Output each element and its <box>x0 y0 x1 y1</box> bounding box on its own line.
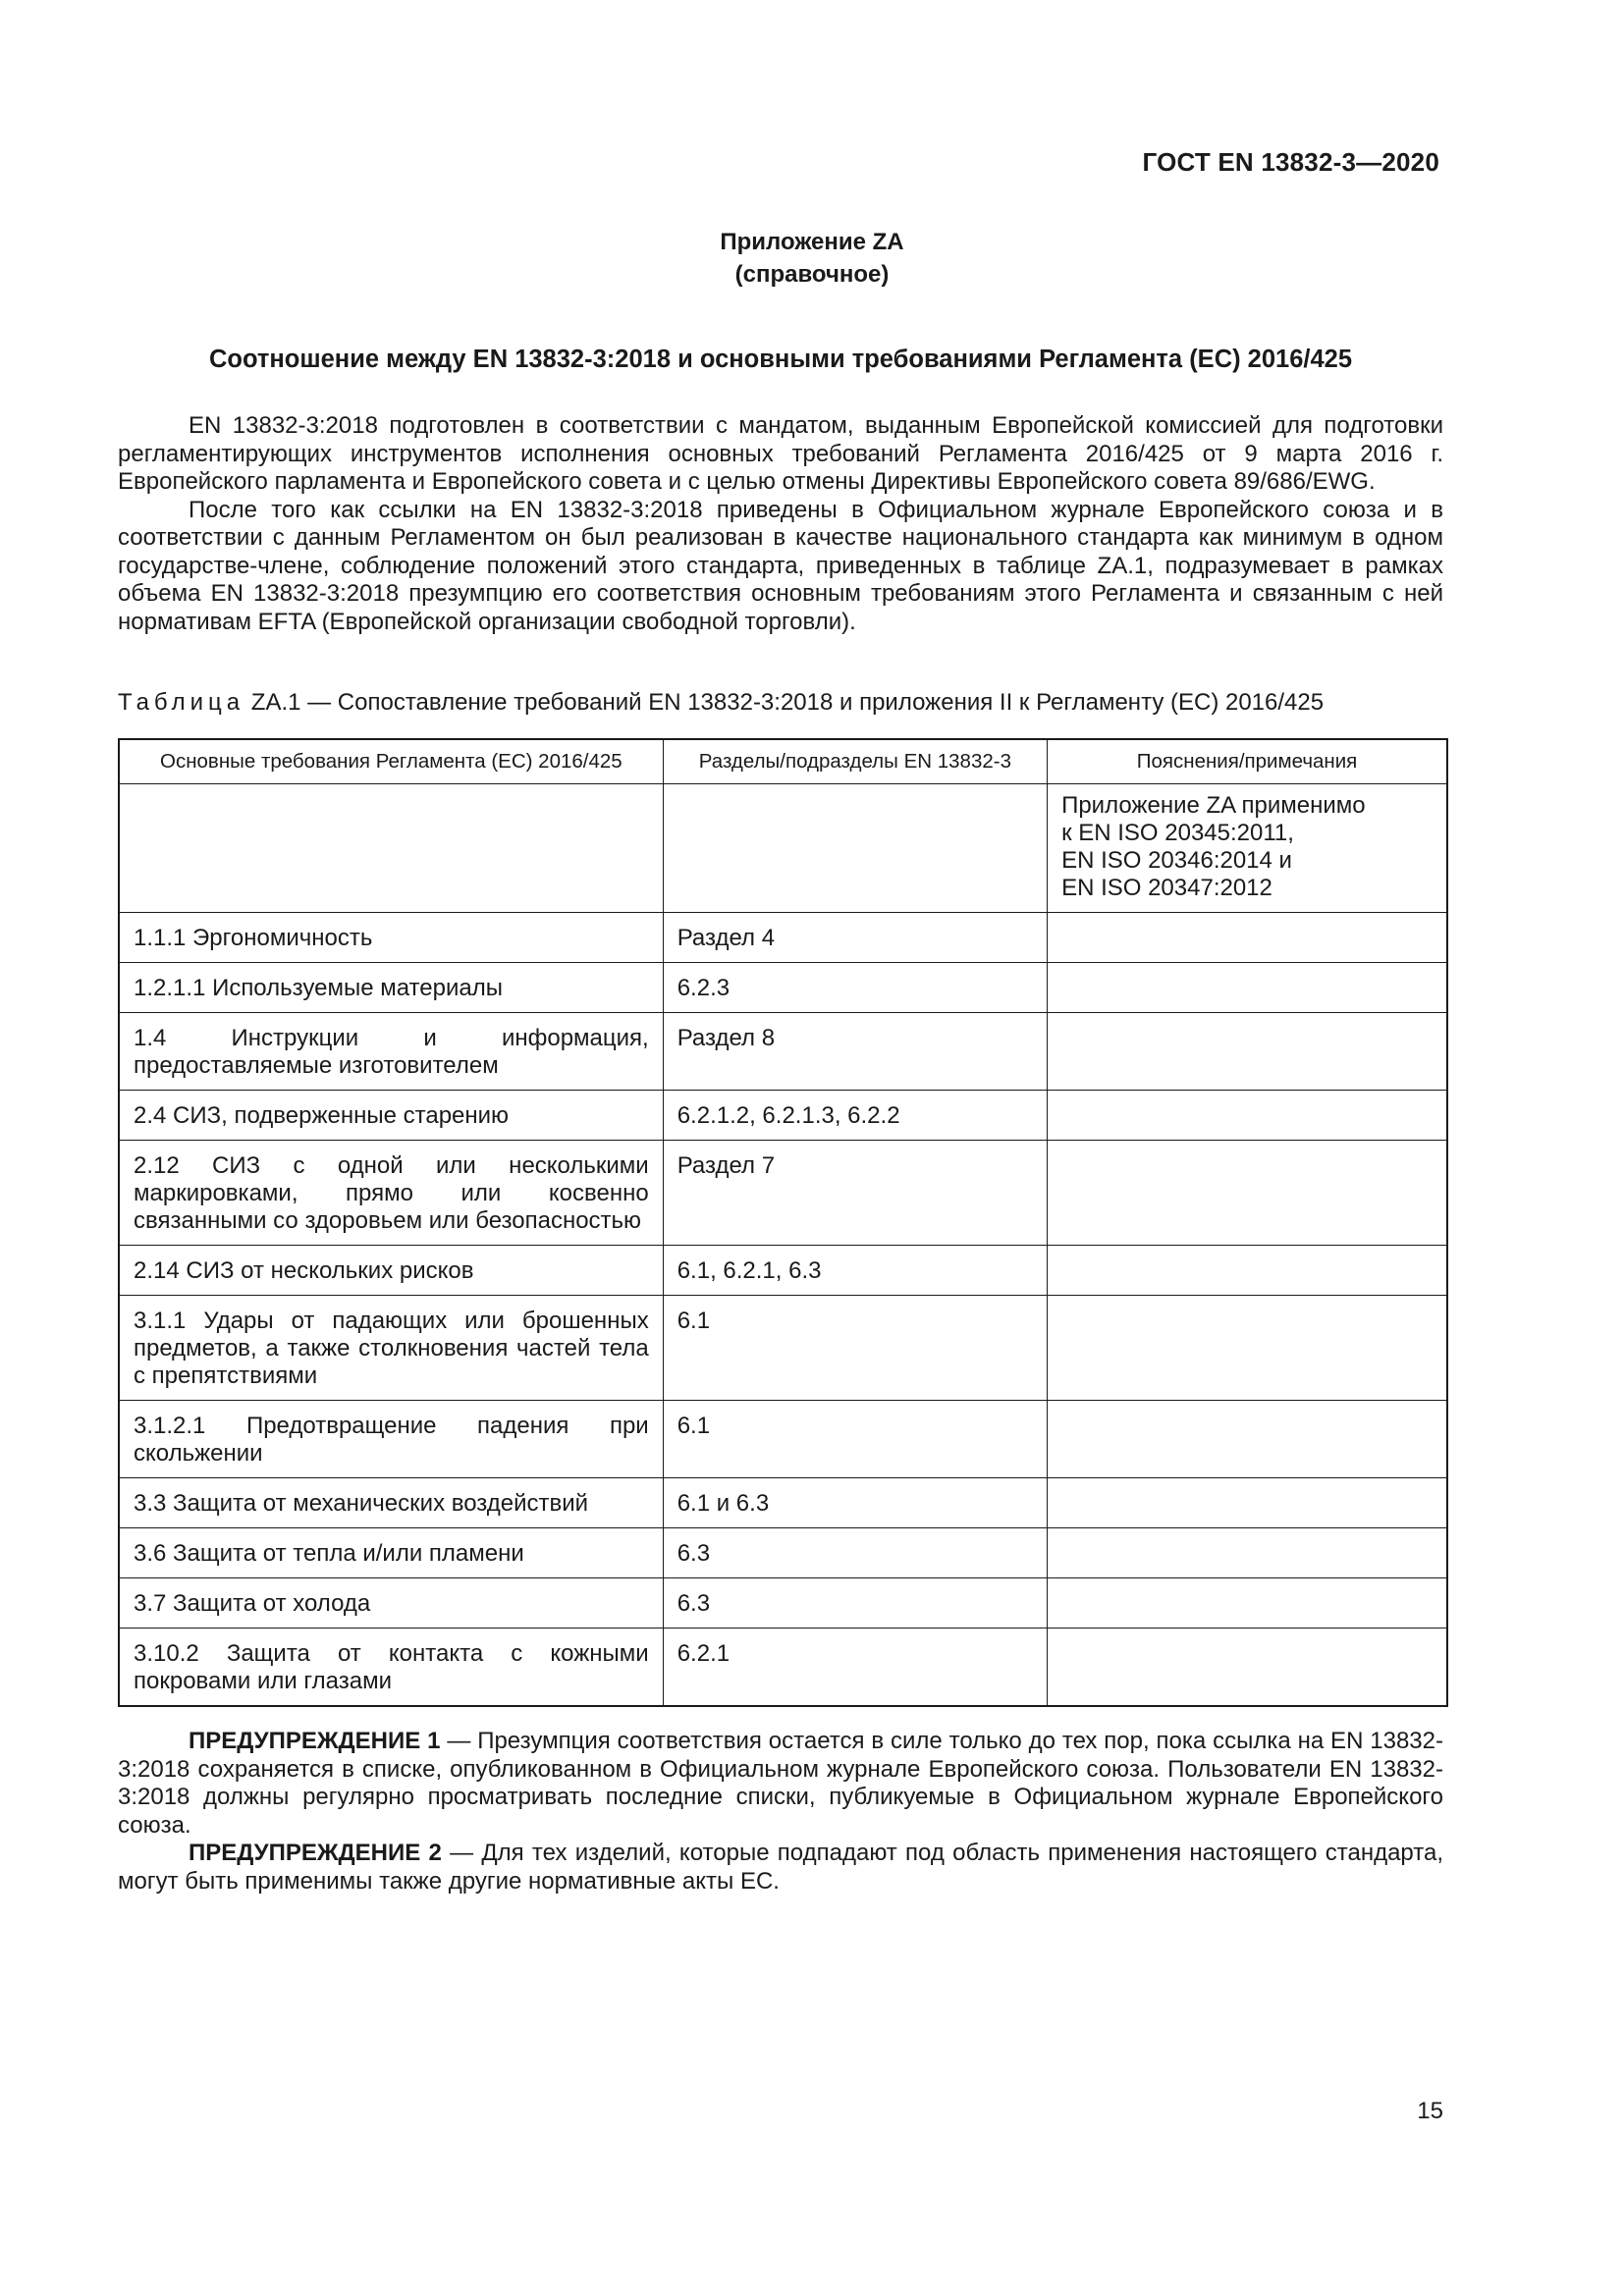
sections-cell: Раздел 4 <box>663 913 1047 963</box>
annex-title: Приложение ZA <box>720 229 904 255</box>
warning-paragraph <box>118 1728 1443 1840</box>
table-row <box>119 913 1447 963</box>
notes-cell <box>1048 1246 1447 1296</box>
annex-heading <box>0 226 1624 291</box>
warning-label: ПРЕДУПРЕЖДЕНИЕ 1 <box>189 1728 441 1754</box>
table-row <box>119 963 1447 1013</box>
table-row <box>119 1629 1447 1707</box>
table-row <box>119 1246 1447 1296</box>
requirement-cell: 3.1.2.1 Предотвращение падения при скольжении <box>119 1401 663 1478</box>
requirement-cell: 3.7 Защита от холода <box>119 1578 663 1629</box>
requirement-cell: 1.1.1 Эргономичность <box>119 913 663 963</box>
intro-paragraph: EN 13832-3:2018 подготовлен в соответствии с мандатом, выданным Европейской комиссией для подготовки регламентирующих инструментов исполнения основных требований Регламента 2016/425 от 9 марта 2016 г. Европейского парламента и Европейского совета и с целью отмены Директивы Европейского совета 89/686/EWG. <box>118 412 1443 495</box>
header-notes: Пояснения/примечания <box>1048 739 1447 784</box>
table-row <box>119 1478 1447 1528</box>
requirement-cell: 1.4 Инструкции и информация, предоставляемые изготовителем <box>119 1013 663 1091</box>
notes-cell <box>1048 963 1447 1013</box>
sections-cell: 6.2.1 <box>663 1629 1047 1707</box>
warning-text: — Презумпция соответствия остается в силе только до тех пор, пока ссылка на EN 13832-3:2018 сохраняется в списке, опубликованном в Официальном журнале Европейского союза. Пользователи EN 13832-3:2018 должны регулярно просматривать последние списки, публикуемые в Официальном журнале Европейского союза. <box>118 1728 1443 1839</box>
notes-cell <box>1048 1091 1447 1141</box>
table-row <box>119 784 1447 913</box>
notes-cell <box>1048 913 1447 963</box>
header-sections: Разделы/подразделы EN 13832-3 <box>663 739 1047 784</box>
notes-cell <box>1048 1401 1447 1478</box>
sections-cell: 6.1 и 6.3 <box>663 1478 1047 1528</box>
table-caption-label: Таблица <box>118 689 245 716</box>
note-line: EN ISO 20346:2014 и <box>1061 847 1292 874</box>
sections-cell: 6.2.3 <box>663 963 1047 1013</box>
warning-text: — Для тех изделий, которые подпадают под область применения настоящего стандарта, могут быть применимы также другие нормативные акты ЕС. <box>118 1840 1443 1895</box>
warnings-block <box>118 1728 1443 1896</box>
warning-paragraph <box>118 1840 1443 1896</box>
intro-text <box>118 412 1443 636</box>
notes-cell <box>1048 1013 1447 1091</box>
requirements-table <box>118 738 1448 1707</box>
header-requirements: Основные требования Регламента (ЕС) 2016/425 <box>119 739 663 784</box>
section-title: Соотношение между EN 13832-3:2018 и основными требованиями Регламента (ЕС) 2016/425 <box>208 346 1353 373</box>
sections-cell <box>663 784 1047 913</box>
standard-code-header: ГОСТ EN 13832-3—2020 <box>1142 147 1439 177</box>
notes-cell <box>1048 1478 1447 1528</box>
requirement-cell: 2.4 СИЗ, подверженные старению <box>119 1091 663 1141</box>
table-row <box>119 1401 1447 1478</box>
requirement-cell: 2.14 СИЗ от нескольких рисков <box>119 1246 663 1296</box>
table-row <box>119 1578 1447 1629</box>
requirement-cell <box>119 784 663 913</box>
requirement-cell: 3.6 Защита от тепла и/или пламени <box>119 1528 663 1578</box>
table-row <box>119 1091 1447 1141</box>
notes-cell <box>1048 1629 1447 1707</box>
sections-cell: 6.1 <box>663 1401 1047 1478</box>
sections-cell: Раздел 8 <box>663 1013 1047 1091</box>
requirement-cell: 2.12 СИЗ с одной или несколькими маркировками, прямо или косвенно связанными со здоровьем или безопасностью <box>119 1141 663 1246</box>
notes-cell <box>1048 1141 1447 1246</box>
table-caption-text: ZA.1 — Сопоставление требований EN 13832-3:2018 и приложения II к Регламенту (ЕС) 2016/425 <box>250 689 1325 716</box>
requirement-cell: 1.2.1.1 Используемые материалы <box>119 963 663 1013</box>
sections-cell: 6.1, 6.2.1, 6.3 <box>663 1246 1047 1296</box>
table-row <box>119 1013 1447 1091</box>
intro-paragraph: После того как ссылки на EN 13832-3:2018 приведены в Официальном журнале Европейского союза и в соответствии с данным Регламентом он был реализован в качестве национального стандарта как минимум в одном государстве-члене, соблюдение положений этого стандарта, приведенных в таблице ZA.1, подразумевает в рамках объема EN 13832-3:2018 презумпцию его соответствия основным требованиям этого Регламента и связанным с ней нормативам EFTA (Европейской организации свободной торговли). <box>118 496 1443 635</box>
requirement-cell: 3.1.1 Удары от падающих или брошенных предметов, а также столкновения частей тела с препятствиями <box>119 1296 663 1401</box>
annex-subtitle: (справочное) <box>734 261 890 288</box>
table-caption <box>118 689 1453 717</box>
sections-cell: 6.1 <box>663 1296 1047 1401</box>
requirement-cell: 3.10.2 Защита от контакта с кожными покровами или глазами <box>119 1629 663 1707</box>
notes-cell <box>1048 1296 1447 1401</box>
notes-cell <box>1048 1528 1447 1578</box>
table-row <box>119 1141 1447 1246</box>
sections-cell: 6.2.1.2, 6.2.1.3, 6.2.2 <box>663 1091 1047 1141</box>
notes-cell <box>1048 784 1447 913</box>
table-row <box>119 1296 1447 1401</box>
note-line: к EN ISO 20345:2011, <box>1061 820 1294 846</box>
sections-cell: Раздел 7 <box>663 1141 1047 1246</box>
notes-cell <box>1048 1578 1447 1629</box>
page-number: 15 <box>1417 2098 1443 2124</box>
warning-label: ПРЕДУПРЕЖДЕНИЕ 2 <box>189 1840 442 1866</box>
note-line: EN ISO 20347:2012 <box>1061 875 1272 901</box>
sections-cell: 6.3 <box>663 1528 1047 1578</box>
requirement-cell: 3.3 Защита от механических воздействий <box>119 1478 663 1528</box>
sections-cell: 6.3 <box>663 1578 1047 1629</box>
note-line: Приложение ZA применимо <box>1061 792 1366 819</box>
table-row <box>119 1528 1447 1578</box>
table-header-row <box>119 739 1447 784</box>
